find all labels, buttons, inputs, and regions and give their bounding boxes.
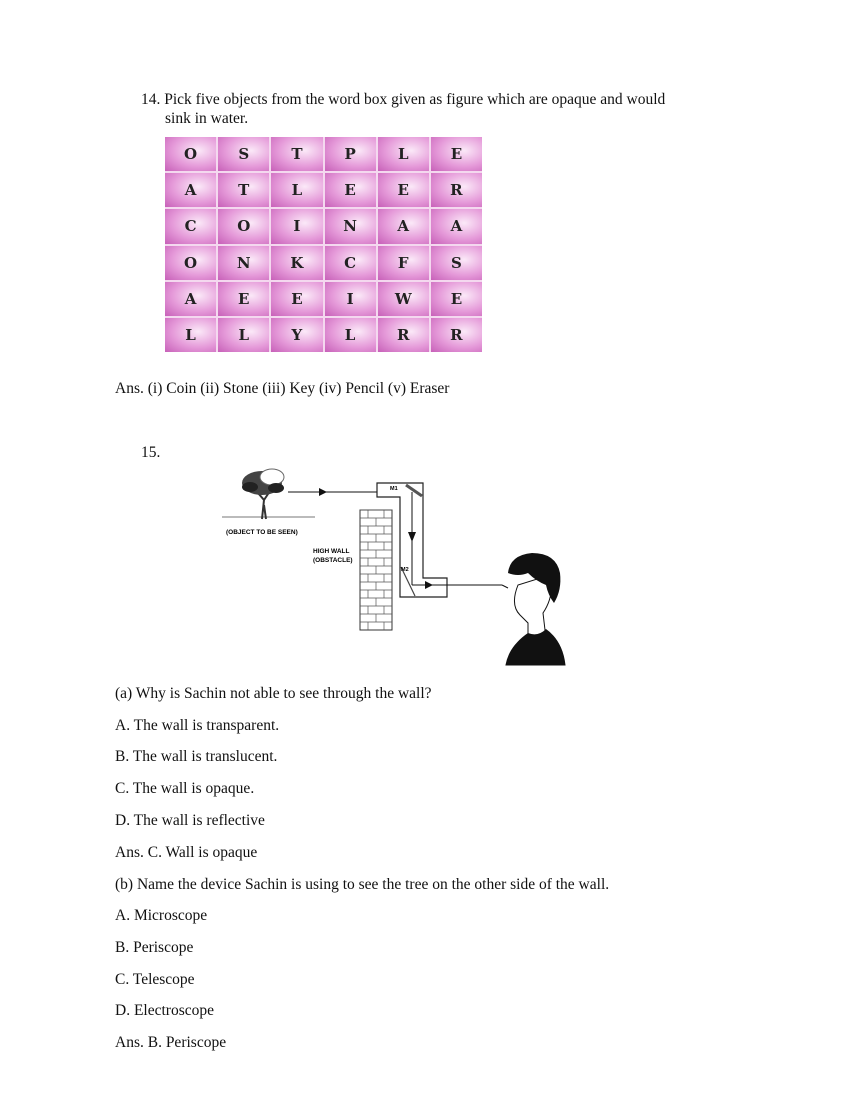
word-box — [165, 137, 482, 352]
word-box-cell: Y — [271, 318, 322, 352]
question-14-text: 14. Pick five objects from the word box given as figure which are opaque and would — [141, 91, 666, 108]
wall-label: HIGH WALL — [313, 548, 350, 555]
answer-text: Ans. B. Periscope — [115, 1034, 227, 1051]
word-box-cell: P — [325, 137, 376, 171]
word-box-cell: E — [431, 137, 482, 171]
word-box-cell: L — [325, 318, 376, 352]
option-text: B. The wall is translucent. — [115, 748, 278, 765]
word-box-cell: L — [218, 318, 269, 352]
wall-label-2: (OBSTACLE) — [313, 557, 353, 564]
word-box-cell: E — [378, 173, 429, 207]
word-box-cell: C — [325, 246, 376, 280]
word-box-cell: L — [271, 173, 322, 207]
option-text: C. The wall is opaque. — [115, 780, 255, 797]
question-14-text-cont: sink in water. — [165, 110, 249, 127]
question-text: (a) Why is Sachin not able to see through the wall? — [115, 685, 432, 702]
word-box-cell: O — [165, 246, 216, 280]
arrow-icon — [319, 488, 327, 496]
word-box-cell: L — [378, 137, 429, 171]
word-box-cell: O — [165, 137, 216, 171]
word-box-cell: R — [431, 173, 482, 207]
option-text: D. Electroscope — [115, 1002, 214, 1019]
m2-label: M2 — [401, 567, 409, 573]
tree-icon — [222, 469, 315, 519]
word-box-cell: R — [378, 318, 429, 352]
boy-icon — [502, 553, 565, 665]
word-box-cell: E — [271, 282, 322, 316]
option-text: B. Periscope — [115, 939, 194, 956]
word-box-cell: T — [271, 137, 322, 171]
object-label: (OBJECT TO BE SEEN) — [226, 529, 298, 536]
word-box-cell: S — [218, 137, 269, 171]
word-box-cell: F — [378, 246, 429, 280]
word-box-cell: A — [165, 173, 216, 207]
word-box-cell: E — [325, 173, 376, 207]
word-box-cell: E — [218, 282, 269, 316]
periscope-diagram — [210, 455, 580, 670]
question-text: (b) Name the device Sachin is using to see the tree on the other side of the wall. — [115, 876, 610, 893]
word-box-cell: T — [218, 173, 269, 207]
answer-text: Ans. C. Wall is opaque — [115, 844, 258, 861]
word-box-cell: C — [165, 209, 216, 243]
word-box-cell: N — [325, 209, 376, 243]
word-box-cell: A — [165, 282, 216, 316]
word-box-cell: A — [378, 209, 429, 243]
word-box-cell: R — [431, 318, 482, 352]
question-14-answer: Ans. (i) Coin (ii) Stone (iii) Key (iv) Pencil (v) Eraser — [115, 380, 450, 397]
word-box-cell: E — [431, 282, 482, 316]
wall — [360, 510, 392, 630]
m1-label: M1 — [390, 486, 398, 492]
word-box-cell: A — [431, 209, 482, 243]
word-box-cell: K — [271, 246, 322, 280]
option-text: D. The wall is reflective — [115, 812, 265, 829]
word-box-cell: I — [271, 209, 322, 243]
option-text: C. Telescope — [115, 971, 195, 988]
option-text: A. Microscope — [115, 907, 208, 924]
word-box-cell: S — [431, 246, 482, 280]
word-box-cell: I — [325, 282, 376, 316]
question-15-number: 15. — [141, 444, 161, 461]
word-box-cell: O — [218, 209, 269, 243]
word-box-cell: W — [378, 282, 429, 316]
option-text: A. The wall is transparent. — [115, 717, 280, 734]
word-box-cell: L — [165, 318, 216, 352]
word-box-cell: N — [218, 246, 269, 280]
